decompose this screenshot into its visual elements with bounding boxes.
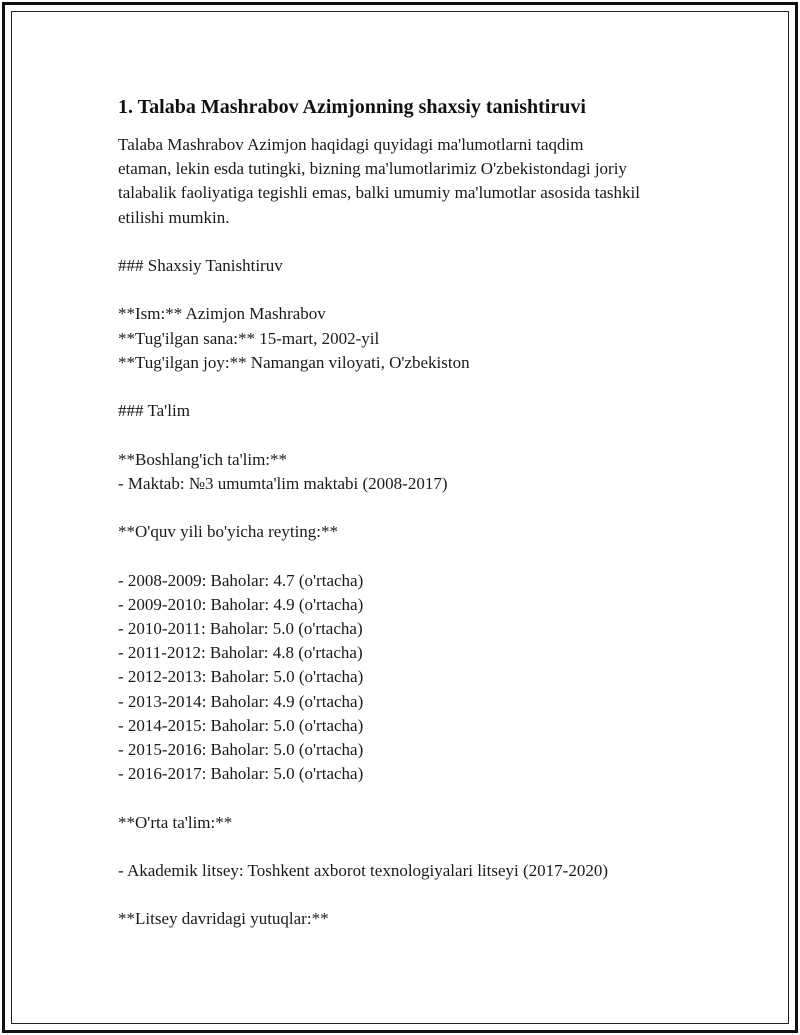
rating-item: - 2012-2013: Baholar: 5.0 (o'rtacha) (118, 667, 364, 687)
rating-item: - 2011-2012: Baholar: 4.8 (o'rtacha) (118, 643, 363, 663)
rating-item: - 2014-2015: Baholar: 5.0 (o'rtacha) (118, 715, 364, 735)
intro-line: etilishi mumkin. (118, 207, 230, 227)
intro-line: Talaba Mashrabov Azimjon haqidagi quyidagi ma'lumotlarni taqdim (118, 135, 584, 154)
spacer (118, 786, 698, 810)
intro-line: talabalik faoliyatiga tegishli emas, balki umumiy ma'lumotlar asosida tashkil (118, 183, 640, 203)
primary-education-label: **Boshlang'ich ta'lim:** (118, 449, 288, 469)
rating-label: **O'quv yili bo'yicha reyting:** (118, 522, 339, 542)
rating-item: - 2008-2009: Baholar: 4.7 (o'rtacha) (118, 570, 364, 590)
document-heading: 1. Talaba Mashrabov Azimjonning shaxsiy tanishtiruvi (118, 96, 586, 118)
spacer (118, 496, 698, 520)
spacer (118, 278, 698, 302)
section-personal-heading: ### Shaxsiy Tanishtiruv (118, 256, 283, 275)
secondary-school: - Akademik litsey: Toshkent axborot texnologiyalari litseyi (2017-2020) (118, 860, 608, 880)
spacer (118, 375, 698, 399)
achievements-label: **Litsey davridagi yutuqlar:** (118, 909, 329, 929)
spacer (118, 835, 698, 859)
intro-paragraph (118, 133, 698, 230)
rating-item: - 2013-2014: Baholar: 4.9 (o'rtacha) (118, 691, 364, 711)
spacer (118, 423, 698, 447)
document-body (118, 93, 698, 932)
ratings-list (118, 569, 698, 787)
rating-item: - 2010-2011: Baholar: 5.0 (o'rtacha) (118, 618, 363, 638)
personal-birthplace: **Tug'ilgan joy:** Namangan viloyati, O'zbekiston (118, 352, 470, 372)
rating-item: - 2016-2017: Baholar: 5.0 (o'rtacha) (118, 764, 364, 784)
spacer (118, 544, 698, 568)
personal-name: **Ism:** Azimjon Mashrabov (118, 304, 326, 324)
section-education-heading: ### Ta'lim (118, 401, 190, 421)
intro-line: etaman, lekin esda tutingki, bizning ma'lumotlarimiz O'zbekistondagi joriy (118, 159, 627, 179)
spacer (118, 230, 698, 254)
rating-item: - 2009-2010: Baholar: 4.9 (o'rtacha) (118, 594, 364, 614)
primary-school: - Maktab: №3 umumta'lim maktabi (2008-2017) (118, 473, 448, 493)
personal-birthdate: **Tug'ilgan sana:** 15-mart, 2002-yil (118, 328, 380, 348)
secondary-education-label: **O'rta ta'lim:** (118, 812, 233, 832)
spacer (118, 883, 698, 907)
rating-item: - 2015-2016: Baholar: 5.0 (o'rtacha) (118, 739, 364, 759)
